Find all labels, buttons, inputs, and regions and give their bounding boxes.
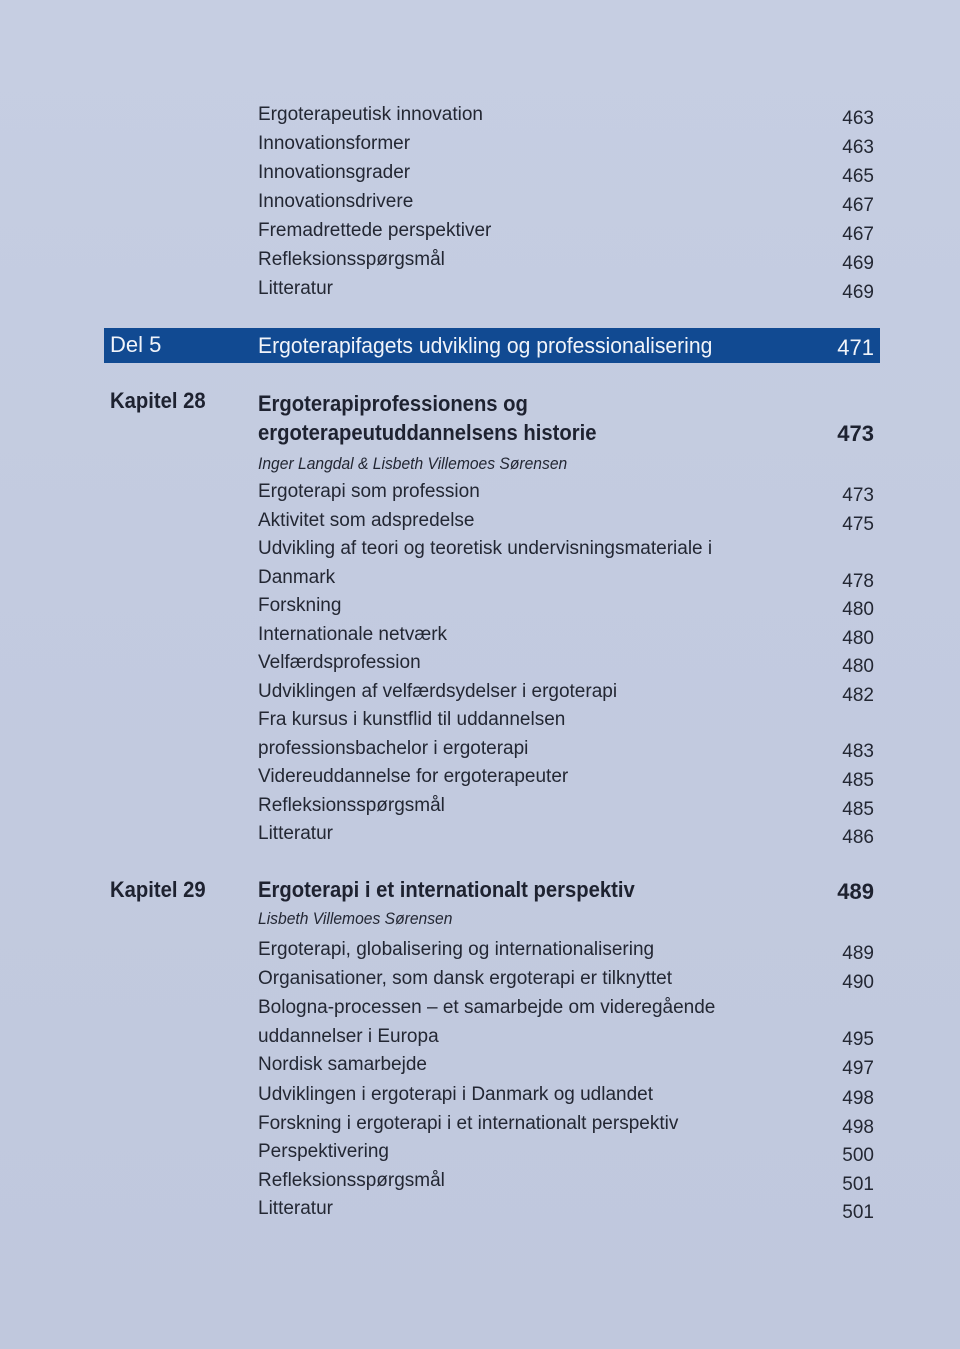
entry-title: Udvikling af teori og teoretisk undervisningsmateriale i Danmark: [258, 538, 713, 588]
entry-page: 463: [842, 137, 874, 158]
entry-title: Internationale netværk: [258, 624, 448, 645]
toc-entry[interactable]: [0, 245, 960, 274]
toc-entry[interactable]: [0, 791, 960, 820]
entry-page: 469: [842, 282, 874, 303]
chapter-authors: Lisbeth Villemoes Sørensen: [258, 909, 453, 928]
entry-title: Forskning i ergoterapi i et internationalt perspektiv: [258, 1113, 679, 1134]
entry-page: 478: [842, 571, 874, 592]
toc-entry[interactable]: [0, 477, 960, 506]
toc-entry[interactable]: [0, 705, 960, 763]
toc-entry[interactable]: [0, 1109, 960, 1138]
entry-page: 485: [842, 799, 874, 820]
toc-entry[interactable]: [0, 591, 960, 620]
entry-title: Innovationsformer: [258, 133, 411, 154]
entry-page: 500: [842, 1145, 874, 1166]
entry-title: Videreuddannelse for ergoterapeuter: [258, 766, 569, 787]
toc-entry[interactable]: [0, 129, 960, 158]
toc-entry[interactable]: [0, 964, 960, 993]
entry-title: Ergoterapi som profession: [258, 481, 480, 502]
entry-title: Fra kursus i kunstflid til uddannelsen professionsbachelor i ergoterapi: [258, 709, 566, 759]
toc-entry[interactable]: [0, 100, 960, 129]
part-page: 471: [837, 335, 874, 360]
entry-title: Velfærdsprofession: [258, 652, 421, 673]
chapter-title-line2[interactable]: ergoterapeutuddannelsens historie: [258, 420, 597, 445]
entry-title: Litteratur: [258, 278, 333, 299]
toc-entry[interactable]: [0, 1080, 960, 1109]
entry-page: 467: [842, 195, 874, 216]
toc-entry[interactable]: [0, 993, 960, 1051]
entry-page: 473: [842, 485, 874, 506]
entry-title: Organisationer, som dansk ergoterapi er tilknyttet: [258, 968, 672, 989]
entry-page: 501: [842, 1174, 874, 1195]
part-label: Del 5: [110, 332, 162, 357]
toc-entry[interactable]: [0, 1050, 960, 1079]
entry-title: Nordisk samarbejde: [258, 1054, 427, 1075]
entry-title: Aktivitet som adspredelse: [258, 510, 475, 531]
toc-entry[interactable]: [0, 819, 960, 848]
chapter-authors: Inger Langdal & Lisbeth Villemoes Sørensen: [258, 454, 568, 473]
toc-entry[interactable]: [0, 158, 960, 187]
toc-entry[interactable]: [0, 1194, 960, 1223]
chapter-page: 489: [837, 879, 874, 904]
entry-page: 495: [842, 1029, 874, 1050]
entry-title: Ergoterapi, globalisering og internationalisering: [258, 939, 655, 960]
toc-entry[interactable]: [0, 1166, 960, 1195]
entry-page: 497: [842, 1058, 874, 1079]
chapter-title[interactable]: Ergoterapiprofessionens og: [258, 391, 528, 416]
part-heading-bar[interactable]: [104, 328, 880, 363]
chapter-page: 473: [837, 421, 874, 446]
toc-entry[interactable]: [0, 620, 960, 649]
chapter-label: Kapitel 29: [110, 877, 206, 902]
entry-title: Refleksionsspørgsmål: [258, 1170, 445, 1191]
toc-entry[interactable]: [0, 274, 960, 303]
toc-entry[interactable]: [0, 506, 960, 535]
entry-page: 467: [842, 224, 874, 245]
entry-page: 463: [842, 108, 874, 129]
entry-page: 485: [842, 770, 874, 791]
entry-page: 480: [842, 599, 874, 620]
entry-page: 498: [842, 1088, 874, 1109]
entry-page: 475: [842, 514, 874, 535]
entry-page: 469: [842, 253, 874, 274]
entry-title: Refleksionsspørgsmål: [258, 249, 445, 270]
entry-title: Bologna-processen – et samarbejde om videregående uddannelser i Europa: [258, 997, 716, 1047]
entry-page: 498: [842, 1117, 874, 1138]
toc-entry[interactable]: [0, 648, 960, 677]
entry-page: 483: [842, 741, 874, 762]
entry-title: Innovationsgrader: [258, 162, 411, 183]
chapter-label: Kapitel 28: [110, 388, 206, 413]
entry-title: Litteratur: [258, 1198, 333, 1219]
entry-page: 480: [842, 628, 874, 649]
entry-title: Fremadrettede perspektiver: [258, 220, 492, 241]
toc-entry[interactable]: [0, 935, 960, 964]
entry-title: Perspektivering: [258, 1141, 389, 1162]
part-title: Ergoterapifagets udvikling og professionalisering: [258, 333, 713, 358]
entry-title: Litteratur: [258, 823, 333, 844]
entry-page: 480: [842, 656, 874, 677]
chapter-title[interactable]: Ergoterapi i et internationalt perspektiv: [258, 877, 635, 902]
toc-entry[interactable]: [0, 187, 960, 216]
entry-title: Forskning: [258, 595, 342, 616]
toc-entry[interactable]: [0, 216, 960, 245]
entry-page: 490: [842, 972, 874, 993]
toc-entry[interactable]: [0, 534, 960, 592]
entry-title: Udviklingen i ergoterapi i Danmark og udlandet: [258, 1084, 654, 1105]
entry-page: 482: [842, 685, 874, 706]
entry-page: 501: [842, 1202, 874, 1223]
entry-page: 486: [842, 827, 874, 848]
entry-page: 489: [842, 943, 874, 964]
entry-title: Ergoterapeutisk innovation: [258, 104, 483, 125]
entry-title: Refleksionsspørgsmål: [258, 795, 445, 816]
entry-title: Udviklingen af velfærdsydelser i ergoterapi: [258, 681, 618, 702]
entry-page: 465: [842, 166, 874, 187]
toc-entry[interactable]: [0, 1137, 960, 1166]
toc-entry[interactable]: [0, 762, 960, 791]
entry-title: Innovationsdrivere: [258, 191, 414, 212]
toc-entry[interactable]: [0, 677, 960, 706]
